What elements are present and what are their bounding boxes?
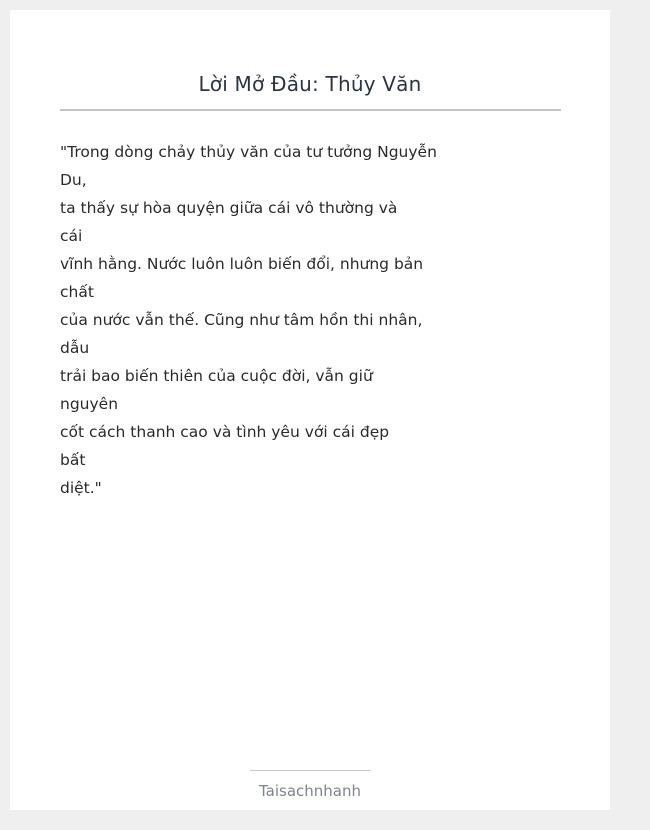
body-line: trải bao biến thiên của cuộc đời, vẫn giữ (60, 367, 373, 385)
body-line: cái (60, 227, 83, 245)
body-line: dẫu (60, 339, 90, 357)
body-line: Du, (60, 171, 87, 189)
body-line: "Trong dòng chảy thủy văn của tư tưởng Nguyễn (60, 143, 437, 161)
body-line: của nước vẫn thế. Cũng như tâm hồn thi nhân, (60, 311, 423, 329)
document-page (10, 10, 610, 810)
body-text (60, 138, 437, 502)
body-line: vĩnh hằng. Nước luôn luôn biến đổi, nhưng bản (60, 255, 424, 273)
body-line: cốt cách thanh cao và tình yêu với cái đẹp (60, 423, 390, 441)
footer-divider (250, 770, 371, 771)
body-line: bất (60, 451, 86, 469)
body-line: chất (60, 283, 94, 301)
title-divider (60, 109, 561, 111)
footer-source: Taisachnhanh (258, 782, 362, 800)
body-line: diệt." (60, 479, 102, 497)
page-title: Lời Mở Đầu: Thủy Văn (198, 72, 422, 96)
body-line: nguyên (60, 395, 119, 413)
body-line: ta thấy sự hòa quyện giữa cái vô thường và (60, 199, 398, 217)
